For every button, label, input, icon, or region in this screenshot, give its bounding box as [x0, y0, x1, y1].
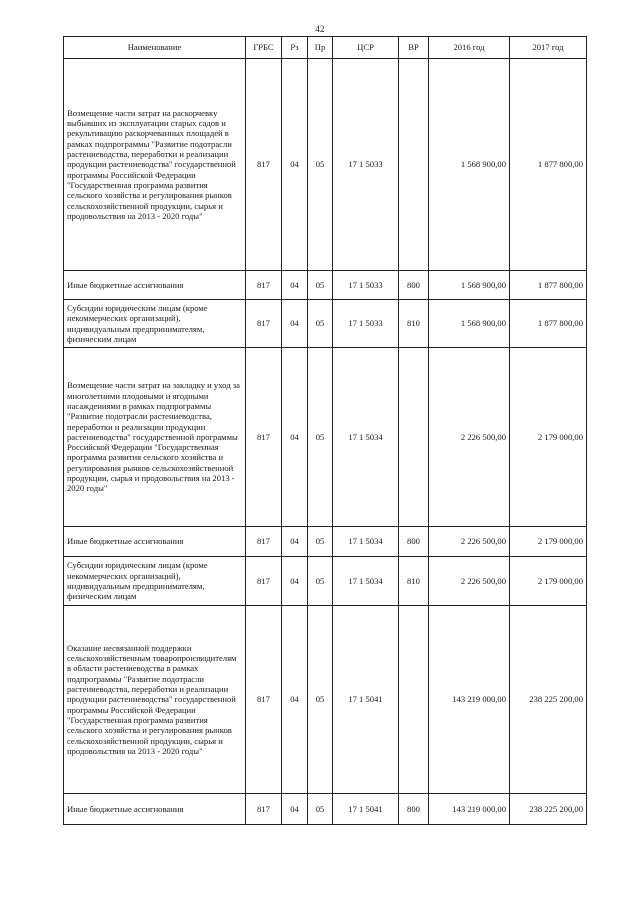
row-grbs: 817 — [246, 59, 282, 271]
row-2016: 1 568 900,00 — [429, 300, 510, 348]
row-2016: 2 226 500,00 — [429, 348, 510, 527]
row-2016: 2 226 500,00 — [429, 527, 510, 557]
row-csr: 17 1 5033 — [333, 300, 399, 348]
row-name: Субсидии юридическим лицам (кроме некоммерческих организаций), индивидуальным предпринимателям, физическим лицам — [64, 300, 246, 348]
row-grbs: 817 — [246, 527, 282, 557]
row-grbs: 817 — [246, 606, 282, 794]
row-rz: 04 — [282, 300, 308, 348]
row-name: Иные бюджетные ассигнования — [64, 527, 246, 557]
row-grbs: 817 — [246, 348, 282, 527]
row-vr: 800 — [399, 527, 429, 557]
table-row — [64, 606, 587, 794]
row-rz: 04 — [282, 527, 308, 557]
row-rz: 04 — [282, 271, 308, 300]
row-csr: 17 1 5034 — [333, 557, 399, 606]
header-2016: 2016 год — [429, 37, 510, 59]
row-2016: 143 219 000,00 — [429, 794, 510, 825]
row-2016: 2 226 500,00 — [429, 557, 510, 606]
page-number: 42 — [315, 24, 325, 34]
row-grbs: 817 — [246, 271, 282, 300]
row-2017: 238 225 200,00 — [510, 794, 587, 825]
row-csr: 17 1 5033 — [333, 271, 399, 300]
row-2017: 2 179 000,00 — [510, 527, 587, 557]
row-rz: 04 — [282, 557, 308, 606]
row-name: Субсидии юридическим лицам (кроме некоммерческих организаций), индивидуальным предпринимателям, физическим лицам — [64, 557, 246, 606]
row-grbs: 817 — [246, 557, 282, 606]
row-2017: 1 877 800,00 — [510, 300, 587, 348]
row-2017: 2 179 000,00 — [510, 557, 587, 606]
row-csr: 17 1 5041 — [333, 606, 399, 794]
row-2017: 1 877 800,00 — [510, 271, 587, 300]
row-vr — [399, 348, 429, 527]
row-pr: 05 — [308, 557, 333, 606]
row-name: Возмещение части затрат на раскорчевку выбывших из эксплуатации старых садов и рекультивацию раскорчеванных площадей в рамках подпрограммы "Развитие подотрасли растениеводства, переработки и реализации продукции растениеводства" государственной программы Российской Федерации "Государственная программа развития сельского хозяйства и регулирования рынков сельскохозяйственной продукции, сырья и продовольствия на 2013 - 2020 годы" — [64, 59, 246, 271]
table-row — [64, 300, 587, 348]
table-row — [64, 59, 587, 271]
header-csr: ЦСР — [333, 37, 399, 59]
row-name: Иные бюджетные ассигнования — [64, 271, 246, 300]
row-pr: 05 — [308, 59, 333, 271]
row-vr: 810 — [399, 300, 429, 348]
table-row — [64, 794, 587, 825]
row-csr: 17 1 5034 — [333, 348, 399, 527]
table-row — [64, 527, 587, 557]
row-pr: 05 — [308, 794, 333, 825]
row-pr: 05 — [308, 527, 333, 557]
row-2017: 2 179 000,00 — [510, 348, 587, 527]
row-rz: 04 — [282, 794, 308, 825]
row-vr — [399, 606, 429, 794]
row-csr: 17 1 5033 — [333, 59, 399, 271]
row-pr: 05 — [308, 300, 333, 348]
table-header-row — [64, 37, 587, 59]
table-row — [64, 557, 587, 606]
row-name: Возмещение части затрат на закладку и уход за многолетними плодовыми и ягодными насаждениями в рамках подпрограммы "Развитие подотрасли растениеводства, переработки и реализации продукции растениеводства" государственной программы Российской Федерации "Государственная программа развития сельского хозяйства и регулирования рынков сельскохозяйственной продукции, сырья и продовольствия на 2013 - 2020 годы" — [64, 348, 246, 527]
row-pr: 05 — [308, 271, 333, 300]
row-name: Оказание несвязанной поддержки сельскохозяйственным товаропроизводителям в области растениеводства в рамках подпрограммы "Развитие подотрасли растениеводства, переработки и реализации продукции растениеводства" государственной программы Российской Федерации "Государственная программа развития сельского хозяйства и регулирования рынков сельскохозяйственной продукции, сырья и продовольствия на 2013 - 2020 годы" — [64, 606, 246, 794]
row-2016: 1 568 900,00 — [429, 271, 510, 300]
row-rz: 04 — [282, 59, 308, 271]
header-vr: ВР — [399, 37, 429, 59]
row-grbs: 817 — [246, 794, 282, 825]
row-2016: 1 568 900,00 — [429, 59, 510, 271]
row-pr: 05 — [308, 348, 333, 527]
row-name: Иные бюджетные ассигнования — [64, 794, 246, 825]
row-vr: 800 — [399, 271, 429, 300]
row-2016: 143 219 000,00 — [429, 606, 510, 794]
header-grbs: ГРБС — [246, 37, 282, 59]
row-rz: 04 — [282, 606, 308, 794]
header-name: Наименование — [64, 37, 246, 59]
header-pr: Пр — [308, 37, 333, 59]
row-pr: 05 — [308, 606, 333, 794]
table-row — [64, 271, 587, 300]
row-2017: 238 225 200,00 — [510, 606, 587, 794]
row-rz: 04 — [282, 348, 308, 527]
row-2017: 1 877 800,00 — [510, 59, 587, 271]
budget-table — [63, 36, 587, 825]
row-vr: 800 — [399, 794, 429, 825]
row-csr: 17 1 5034 — [333, 527, 399, 557]
table-row — [64, 348, 587, 527]
header-rz: Рз — [282, 37, 308, 59]
header-2017: 2017 год — [510, 37, 587, 59]
row-csr: 17 1 5041 — [333, 794, 399, 825]
row-grbs: 817 — [246, 300, 282, 348]
row-vr — [399, 59, 429, 271]
row-vr: 810 — [399, 557, 429, 606]
